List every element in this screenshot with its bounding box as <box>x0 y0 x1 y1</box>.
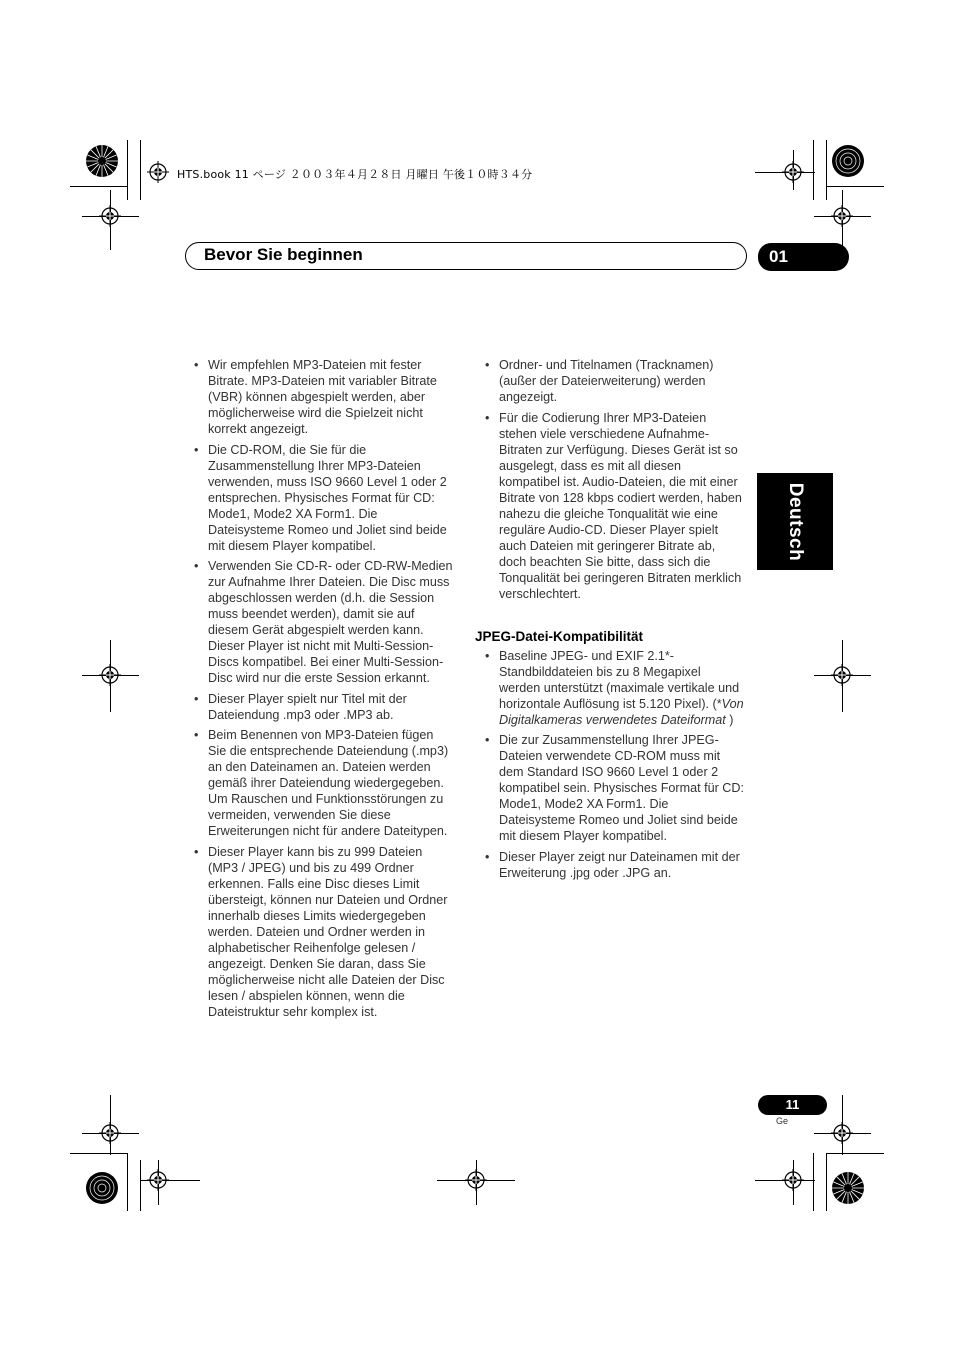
footnote-suffix: ) <box>725 712 734 727</box>
list-item-text: Dieser Player kann bis zu 999 Dateien (MP3 / JPEG) und bis zu 499 Ordner erkennen. Falls eine Disc dieses Limit übersteigt, können nur Dateien und Ordner innerhalb dieses Limits wiedergegeben werden. Dateien und Ordner werden in alphabetischer Reihenfolge gelesen / angezeigt. Denken Sie daran, dass Sie möglicherweise nicht alle Dateien der Disc lesen / abspielen können, wenn die Dateistruktur sehr komplex ist. <box>208 844 448 1019</box>
list-item: • Dieser Player spielt nur Titel mit der Dateiendung .mp3 oder .MP3 ab. <box>194 691 407 722</box>
language-code: Ge <box>776 1116 789 1126</box>
list-item-text: Baseline JPEG- und EXIF 2.1*-Standbilddateien bis zu 8 Megapixel werden unterstützt (maximale vertikale und horizontale Auflösung ist 5.120 Pixel). <box>499 648 740 711</box>
footnote-prefix: (* <box>712 696 722 711</box>
list-item-text: Für die Codierung Ihrer MP3-Dateien stehen viele verschiedene Aufnahme-Bitraten zur Verfügung. Dieses Gerät ist so ausgelegt, dass es mit all diesen kompatibel ist. Audio-Dateien, die mit einer Bitrate von 128 kbps codiert werden, haben nahezu die gleiche Tonqualität wie eine reguläre Audio-CD. Dieser Player spielt auch Dateien mit geringerer Bitrate ab, doch beachten Sie bitte, dass sich die Tonqualität bei geringeren Bitraten merklich verschlechtert. <box>499 410 742 601</box>
right-column <box>475 357 745 885</box>
mp3-bullet-list-continued <box>485 357 745 602</box>
language-tab-label: Deutsch <box>785 482 806 561</box>
left-column <box>194 357 454 1024</box>
list-item-text: Ordner- und Titelnamen (Tracknamen) (außer der Dateierweiterung) werden angezeigt. <box>499 358 714 404</box>
list-item: • Für die Codierung Ihrer MP3-Dateien stehen viele verschiedene Aufnahme-Bitraten zur Verfügung. Dieses Gerät ist so ausgelegt, dass es mit all diesen kompatibel ist. Audio-Dateien, die mit einer Bitrate von 128 kbps codiert werden, haben nahezu die gleiche Tonqualität wie eine reguläre Audio-CD. Dieser Player spielt auch Dateien mit geringerer Bitrate ab, doch beachten Sie bitte, dass sich die Tonqualität bei geringeren Bitraten merklich verschlechtert. <box>485 410 742 601</box>
list-item: • Dieser Player kann bis zu 999 Dateien (MP3 / JPEG) und bis zu 499 Ordner erkennen. Falls eine Disc dieses Limit übersteigt, können nur Dateien und Ordner innerhalb dieses Limits wiedergegeben werden. Dateien und Ordner werden in alphabetischer Reihenfolge gelesen / angezeigt. Denken Sie daran, dass Sie möglicherweise nicht alle Dateien der Disc lesen / abspielen können, wenn die Dateistruktur sehr komplex ist. <box>194 844 448 1019</box>
list-item: • Verwenden Sie CD-R- oder CD-RW-Medien zur Aufnahme Ihrer Dateien. Die Disc muss abgeschlossen werden (d.h. die Session muss beendet werden), damit sie auf diesem Gerät abgespielt werden kann. Dieser Player ist nicht mit Multi-Session-Discs kompatibel. Bei einer Multi-Session-Disc wird nur die erste Session erkannt. <box>194 559 453 685</box>
language-tab <box>757 473 833 570</box>
list-item-text: Wir empfehlen MP3-Dateien mit fester Bitrate. MP3-Dateien mit variabler Bitrate (VBR) können abgespielt werden, aber möglicherweise wird die Spielzeit nicht korrekt angezeigt. <box>208 358 437 436</box>
list-item: • Ordner- und Titelnamen (Tracknamen) (außer der Dateierweiterung) werden angezeigt. <box>485 358 714 404</box>
list-item-text: Verwenden Sie CD-R- oder CD-RW-Medien zur Aufnahme Ihrer Dateien. Die Disc muss abgeschlossen werden (d.h. die Session muss beendet werden), damit sie auf diesem Gerät abgespielt werden kann. Dieser Player ist nicht mit Multi-Session-Discs kompatibel. Bei einer Multi-Session-Disc wird nur die erste Session erkannt. <box>208 559 453 685</box>
footnote-italic: Von Digitalkameras verwendetes Dateiformat <box>499 696 744 727</box>
print-header: HTS.book 11 ページ ２００３年４月２８日 月曜日 午後１０時３４分 <box>177 168 533 181</box>
list-item: • Baseline JPEG- und EXIF 2.1*-Standbilddateien bis zu 8 Megapixel werden unterstützt (maximale vertikale und horizontale Auflösung ist 5.120 Pixel). (*Von Digitalkameras verwendetes Dateiformat ) <box>485 648 744 727</box>
chapter-number-badge: 01 <box>758 243 849 271</box>
list-item-text: Beim Benennen von MP3-Dateien fügen Sie die entsprechende Dateiendung (.mp3) an den Dateinamen an. Dateien werden gemäß ihrer Dateiendung wiedergegeben. Um Rauschen und Funktionsstörungen zu vermeiden, verwenden Sie diese Erweiterungen nicht für andere Dateitypen. <box>208 728 449 838</box>
list-item-text: Dieser Player zeigt nur Dateinamen mit der Erweiterung .jpg oder .JPG an. <box>499 849 740 880</box>
page-number: 11 <box>758 1095 827 1115</box>
section-title: Bevor Sie beginnen <box>204 245 363 264</box>
list-item-text: Dieser Player spielt nur Titel mit der Dateiendung .mp3 oder .MP3 ab. <box>208 691 407 722</box>
list-item: • Dieser Player zeigt nur Dateinamen mit der Erweiterung .jpg oder .JPG an. <box>485 849 740 880</box>
list-item-text: Die CD-ROM, die Sie für die Zusammenstellung Ihrer MP3-Dateien verwenden, muss ISO 9660 Level 1 oder 2 entsprechen. Physisches Format für CD: Mode1, Mode2 XA Form1. Die Dateisysteme Romeo und Joliet sind beide mit diesem Player kompatibel. <box>208 442 447 553</box>
list-item: • Beim Benennen von MP3-Dateien fügen Sie die entsprechende Dateiendung (.mp3) an den Dateinamen an. Dateien werden gemäß ihrer Dateiendung wiedergegeben. Um Rauschen und Funktionsstörungen zu vermeiden, verwenden Sie diese Erweiterungen nicht für andere Dateitypen. <box>194 728 449 838</box>
jpeg-bullet-list <box>485 648 745 881</box>
list-item: • Die zur Zusammenstellung Ihrer JPEG-Dateien verwendete CD-ROM muss mit dem Standard ISO 9660 Level 1 oder 2 kompatibel sein. Physisches Format für CD: Mode1, Mode2 XA Form1. Die Dateisysteme Romeo und Joliet sind beide mit diesem Player kompatibel. <box>485 733 744 843</box>
jpeg-compatibility-heading: JPEG-Datei-Kompatibilität <box>475 628 644 644</box>
list-item: • Die CD-ROM, die Sie für die Zusammenstellung Ihrer MP3-Dateien verwenden, muss ISO 9660 Level 1 oder 2 entsprechen. Physisches Format für CD: Mode1, Mode2 XA Form1. Die Dateisysteme Romeo und Joliet sind beide mit diesem Player kompatibel. <box>194 442 447 553</box>
list-item-text: Die zur Zusammenstellung Ihrer JPEG-Dateien verwendete CD-ROM muss mit dem Standard ISO 9660 Level 1 oder 2 kompatibel sein. Physisches Format für CD: Mode1, Mode2 XA Form1. Die Dateisysteme Romeo und Joliet sind beide mit diesem Player kompatibel. <box>499 733 744 843</box>
list-item: • Wir empfehlen MP3-Dateien mit fester Bitrate. MP3-Dateien mit variabler Bitrate (VBR) können abgespielt werden, aber möglicherweise wird die Spielzeit nicht korrekt angezeigt. <box>194 358 437 436</box>
mp3-bullet-list <box>194 357 454 1020</box>
